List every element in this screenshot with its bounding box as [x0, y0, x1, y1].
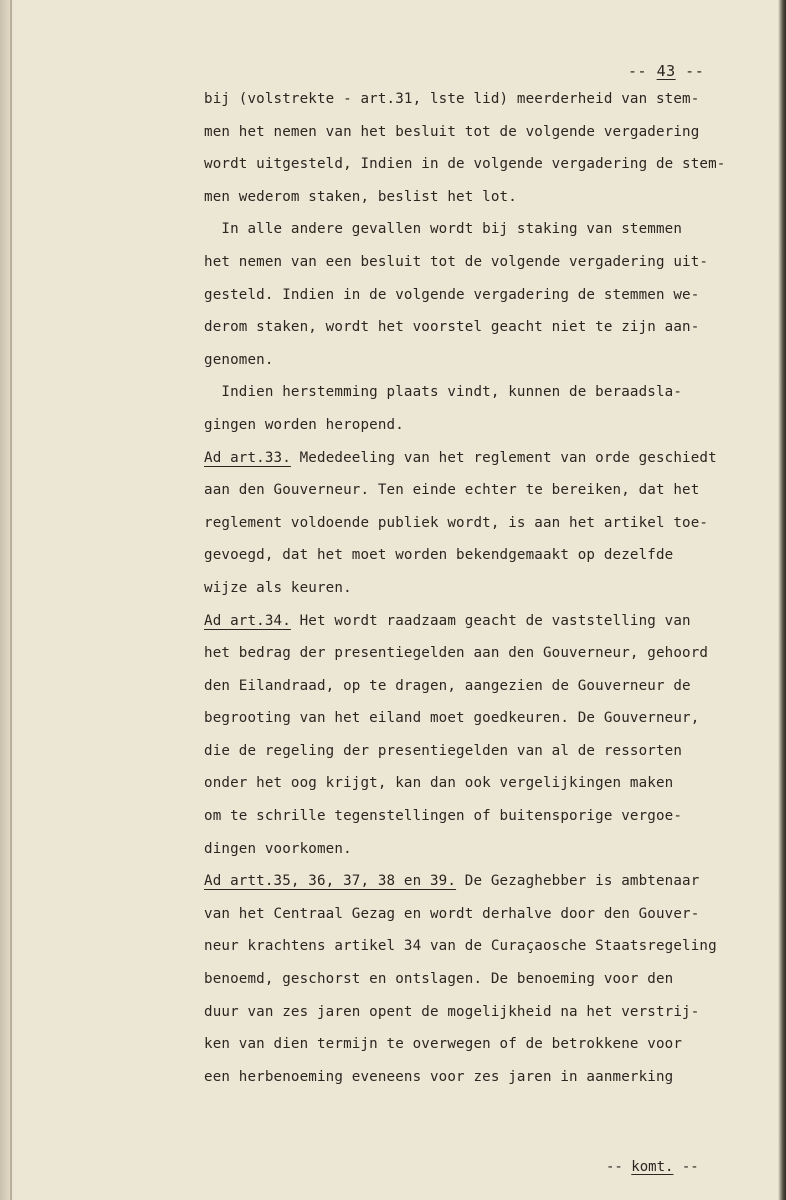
text-line: men het nemen van het besluit tot de volgende vergadering: [204, 123, 700, 140]
text-line: ken van dien termijn te overwegen of de betrokkene voor: [204, 1036, 683, 1053]
continuation-marker: -- komt. --: [606, 1159, 699, 1175]
text-line: men wederom staken, beslist het lot.: [204, 188, 517, 205]
text-line: genomen.: [204, 351, 274, 368]
section-art35-line: Ad artt.35, 36, 37, 38 en 39. De Gezaghebber is ambtenaar: [204, 873, 700, 890]
text-line: benoemd, geschorst en ontslagen. De benoeming voor den: [204, 971, 674, 988]
text-line: wordt uitgesteld, Indien in de volgende vergadering de stem-: [204, 156, 726, 173]
text-line: dingen voorkomen.: [204, 840, 352, 857]
text-line: gingen worden heropend.: [204, 416, 404, 433]
page-number-value: 43: [656, 62, 676, 80]
document-body: [204, 83, 732, 1093]
text-line: duur van zes jaren opent de mogelijkheid na het verstrij-: [204, 1003, 700, 1020]
section-heading-art35: Ad artt.35, 36, 37, 38 en 39.: [204, 873, 457, 890]
text-line: gevoegd, dat het moet worden bekendgemaakt op dezelfde: [204, 547, 674, 564]
section-art34-line: Ad art.34. Het wordt raadzaam geacht de vaststelling van: [204, 612, 691, 629]
text-line: wijze als keuren.: [204, 579, 352, 596]
text-line: om te schrille tegenstellingen of buitensporige vergoe-: [204, 808, 683, 825]
text-line: reglement voldoende publiek wordt, is aan het artikel toe-: [204, 514, 709, 531]
text-line: Indien herstemming plaats vindt, kunnen de beraadsla-: [204, 384, 683, 401]
text-line: het bedrag der presentiegelden aan den Gouverneur, gehoord: [204, 645, 709, 662]
page-right-edge: [778, 0, 786, 1200]
section-heading-art33: Ad art.33.: [204, 449, 291, 466]
text-line: onder het oog krijgt, kan dan ook vergelijkingen maken: [204, 775, 674, 792]
text-line: bij (volstrekte - art.31, lste lid) meerderheid van stem-: [204, 91, 700, 107]
text-line: den Eilandraad, op te dragen, aangezien de Gouverneur de: [204, 677, 691, 694]
text-line: neur krachtens artikel 34 van de Curaçaosche Staatsregeling: [204, 938, 717, 955]
text-line: derom staken, wordt het voorstel geacht niet te zijn aan-: [204, 319, 700, 336]
section-heading-art34: Ad art.34.: [204, 612, 291, 629]
text-line: die de regeling der presentiegelden van al de ressorten: [204, 742, 683, 759]
page-number: -- 43 --: [628, 62, 705, 80]
binding-fold: [10, 0, 12, 1200]
text-line: een herbenoeming eveneens voor zes jaren in aanmerking: [204, 1068, 674, 1085]
text-line: In alle andere gevallen wordt bij staking van stemmen: [204, 221, 683, 238]
section-art33-line: Ad art.33. Mededeeling van het reglement van orde geschiedt: [204, 449, 717, 466]
text-line: van het Centraal Gezag en wordt derhalve door den Gouver-: [204, 905, 700, 922]
text-line: het nemen van een besluit tot de volgende vergadering uit-: [204, 253, 709, 270]
continuation-word: komt.: [631, 1159, 674, 1175]
text-line: gesteld. Indien in de volgende vergadering de stemmen we-: [204, 286, 700, 303]
text-line: begrooting van het eiland moet goedkeuren. De Gouverneur,: [204, 710, 700, 727]
text-line: aan den Gouverneur. Ten einde echter te bereiken, dat het: [204, 482, 700, 499]
